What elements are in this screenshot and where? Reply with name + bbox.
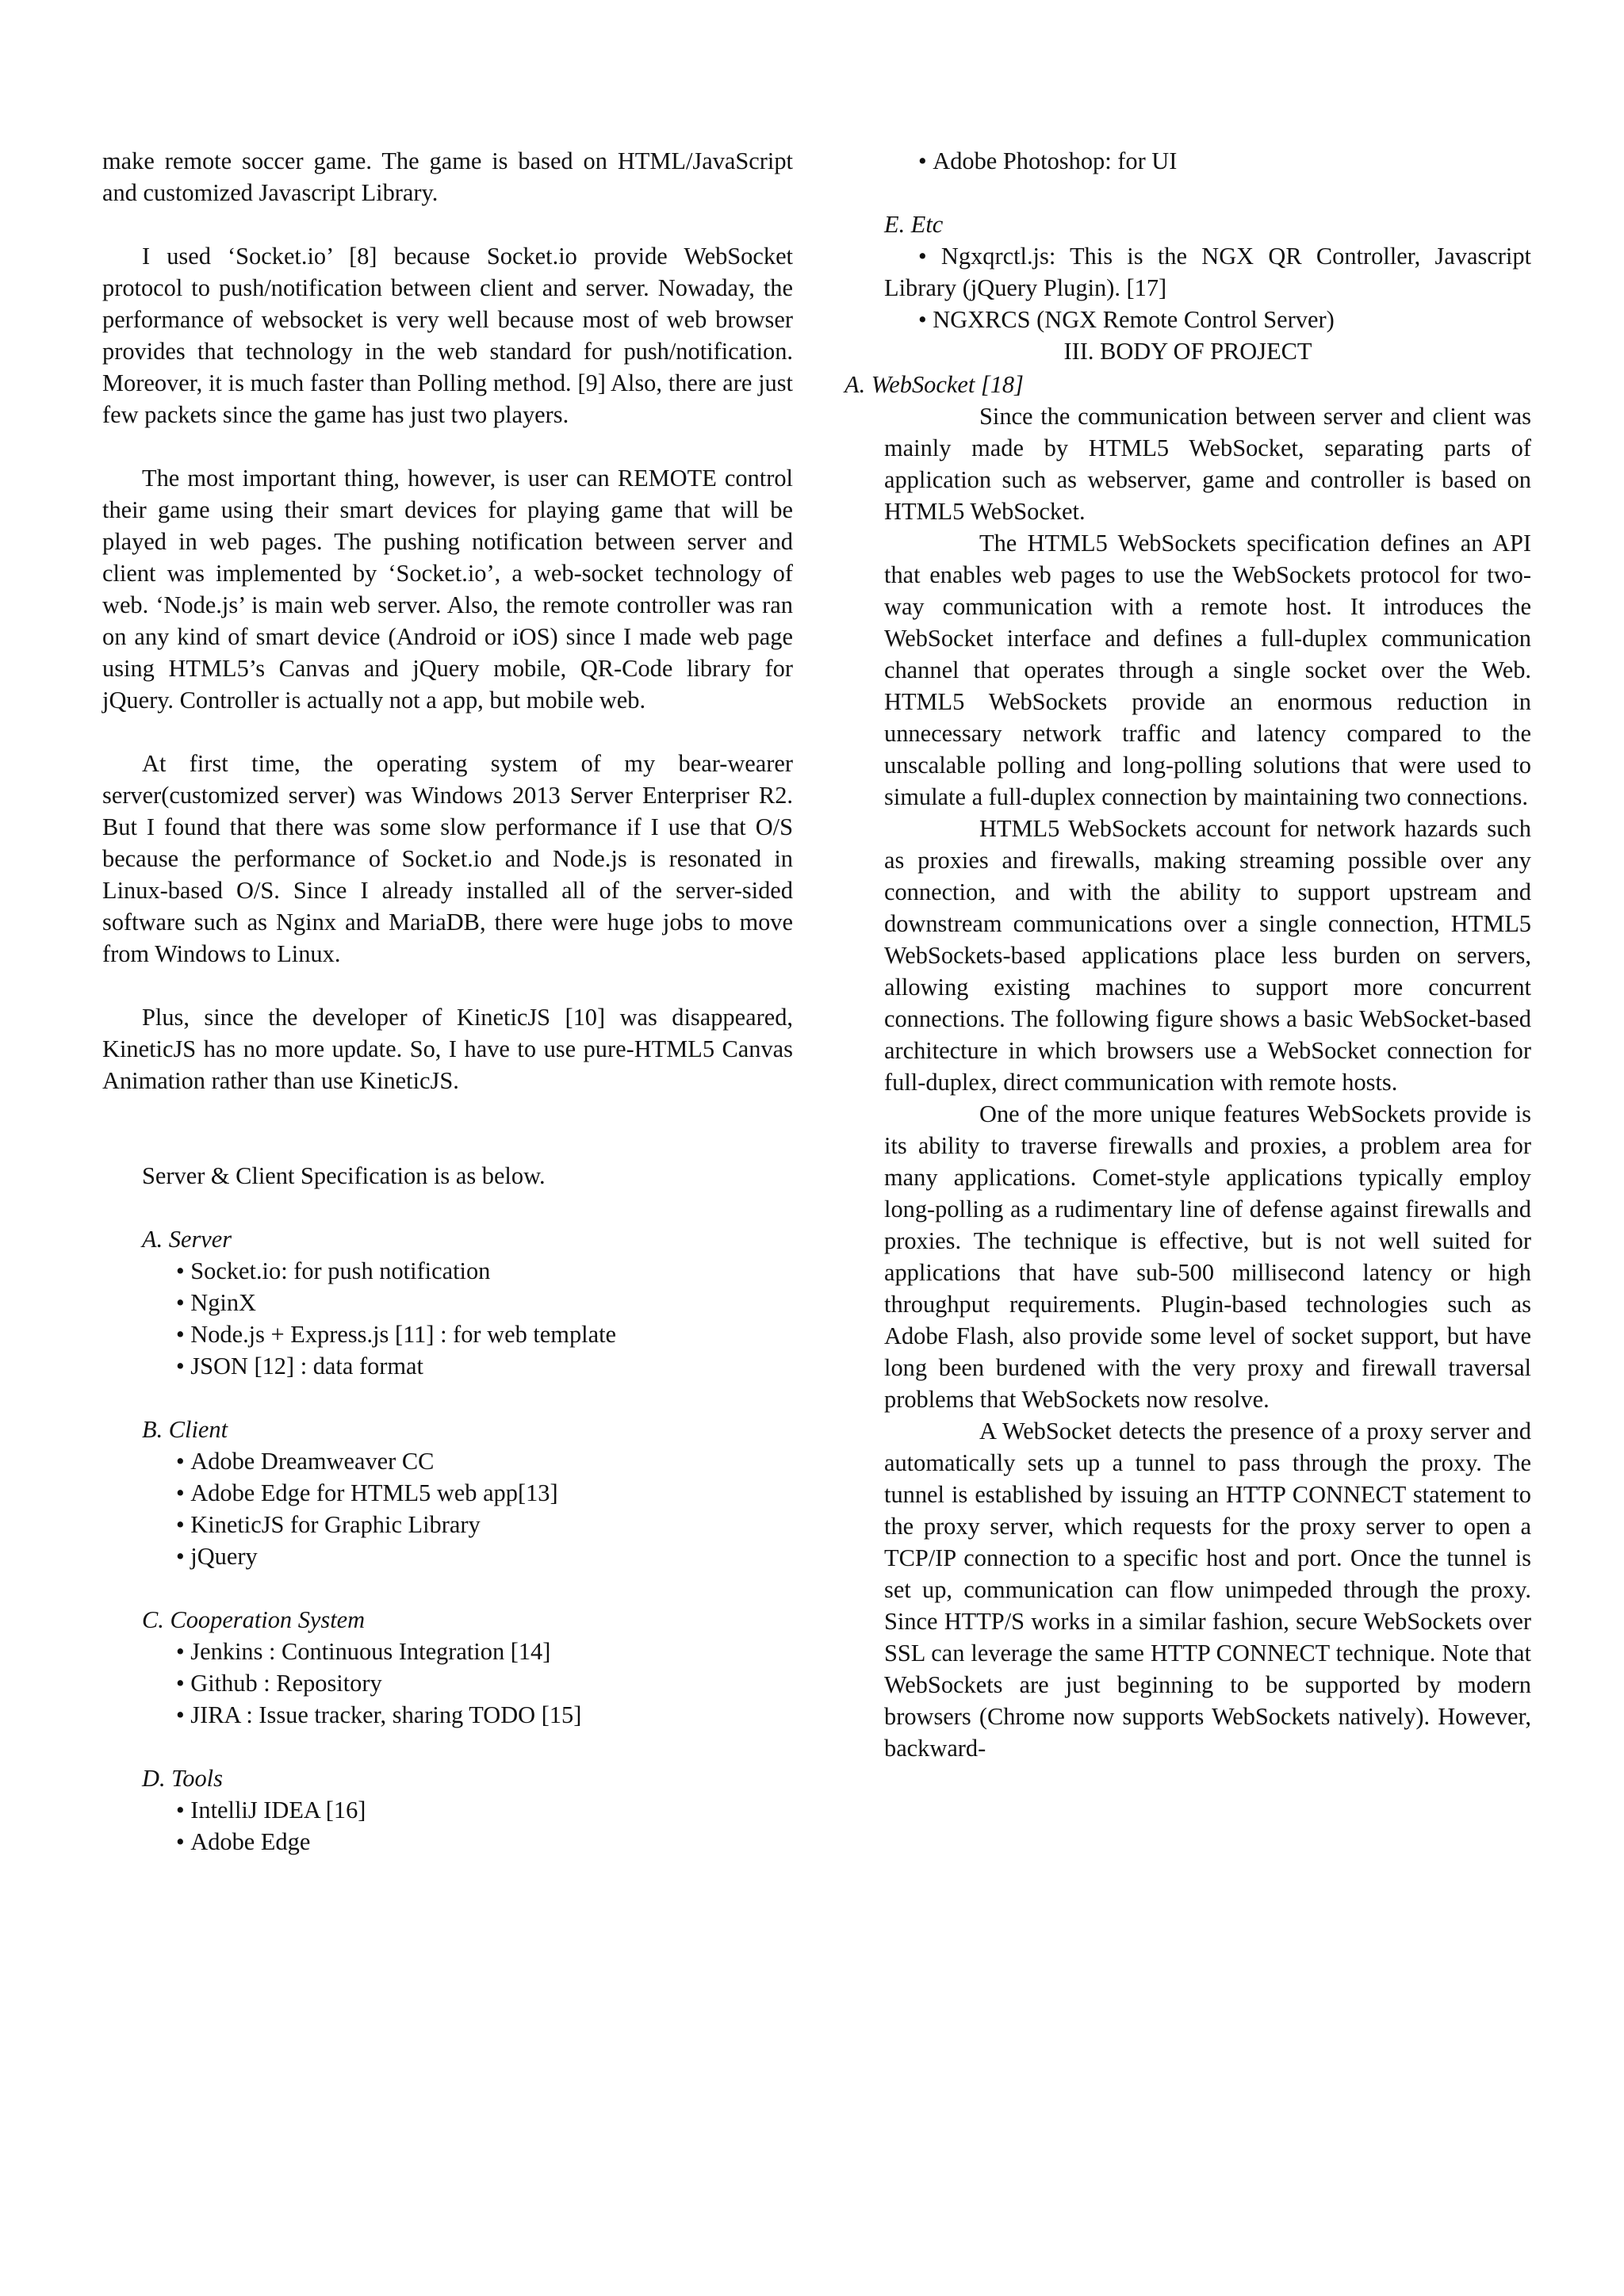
subsection-heading-websocket: A. WebSocket [18] xyxy=(845,371,1024,398)
section-title-body-of-project xyxy=(845,335,1531,367)
section-heading-tools: D. Tools xyxy=(142,1765,223,1792)
cooperation-list xyxy=(102,1636,793,1731)
spec-section-tools xyxy=(102,1762,793,1858)
list-item: • Adobe Edge xyxy=(176,1826,793,1858)
list-item: • Jenkins : Continuous Integration [14] xyxy=(176,1636,793,1667)
section-heading-cooperation: C. Cooperation System xyxy=(142,1606,366,1633)
list-item: • NGXRCS (NGX Remote Control Server) xyxy=(918,304,1531,335)
left-column xyxy=(102,145,793,1858)
spec-section-client xyxy=(102,1414,793,1572)
list-item: • Node.js + Express.js [11] : for web template xyxy=(176,1318,793,1350)
etc-item-ngxqrctl xyxy=(845,240,1531,304)
list-item: • JSON [12] : data format xyxy=(176,1350,793,1382)
paragraph-socketio: I used ‘Socket.io’ [8] because Socket.io provide WebSocket protocol to push/notification between client and server. Nowaday, the performance of websocket is very well because most of web browser provides that technology in the web standard for push/notification. Moreover, it is much faster than Polling method. [9] Also, there are just few packets since the game has just two players. xyxy=(102,243,793,428)
section-title-text: ODY OF PROJECT xyxy=(1116,338,1312,365)
section-number: III. B xyxy=(1063,338,1116,365)
list-item: • Adobe Edge for HTML5 web app[13] xyxy=(176,1477,793,1509)
client-list xyxy=(102,1445,793,1572)
paragraph-operating-system: At first time, the operating system of my bear-wearer server(customized server) was Windows 2013 Server Enterpriser R2. But I found that there was some slow performance if I use that O/S because the performance of Socket.io and Node.js is resonated in Linux-based O/S. Since I already installed all of the server-sided software such as Nginx and MariaDB, there were huge jobs to move from Windows to Linux. xyxy=(102,750,793,967)
list-item: • Socket.io: for push notification xyxy=(176,1255,793,1287)
list-item: • KineticJS for Graphic Library xyxy=(176,1509,793,1540)
list-item: • jQuery xyxy=(176,1540,793,1572)
paragraph-unique-features: One of the more unique features WebSockets provide is its ability to traverse firewalls and proxies, a problem area for many applications. Comet-style applications typically employ long-polling as a rudimentary line of defense against firewalls and proxies. The technique is effective, but is not well suited for applications that have sub-500 millisecond latency or high throughput requirements. Plugin-based technologies such as Adobe Flash, also provide some level of socket support, but have long been burdened with the very proxy and firewall traversal problems that WebSockets now resolve. xyxy=(884,1100,1531,1413)
list-item: • IntelliJ IDEA [16] xyxy=(176,1794,793,1826)
list-item: • Adobe Photoshop: for UI xyxy=(918,145,1531,177)
section-heading-etc: E. Etc xyxy=(884,211,944,238)
list-item: • NginX xyxy=(176,1287,793,1318)
list-item: • Adobe Dreamweaver CC xyxy=(176,1445,793,1477)
tools-list xyxy=(102,1794,793,1858)
list-item: • JIRA : Issue tracker, sharing TODO [15] xyxy=(176,1699,793,1731)
websocket-body xyxy=(845,400,1531,1764)
paragraph-remote-control: The most important thing, however, is user can REMOTE control their game using their smart devices for playing game that will be played in web pages. The pushing notification between server and client was implemented by ‘Socket.io’, a web-socket technology of web. ‘Node.js’ is main web server. Also, the remote controller was ran on any kind of smart device (Android or iOS) since I made web page using HTML5’s Canvas and jQuery mobile, QR-Code library for jQuery. Controller is actually not a app, but mobile web. xyxy=(102,465,793,714)
paragraph-communication: Since the communication between server and client was mainly made by HTML5 WebSocket, separating parts of application such as webserver, game and controller is based on HTML5 WebSocket. xyxy=(884,403,1531,525)
list-item: • Ngxqrctl.js: This is the NGX QR Controller, Javascript Library (jQuery Plugin). [17] xyxy=(884,243,1531,301)
paragraph-kineticjs: Plus, since the developer of KineticJS [10] was disappeared, KineticJS has no more update. So, I have to use pure-HTML5 Canvas Animation rather than use KineticJS. xyxy=(102,1004,793,1094)
paragraph-network-hazards: HTML5 WebSockets account for network hazards such as proxies and firewalls, making streaming possible over any connection, and with the ability to support upstream and downstream communications over a single connection, HTML5 WebSockets-based applications place less burden on servers, allowing existing machines to support more concurrent connections. The following figure shows a basic WebSocket-based architecture in which browsers use a WebSocket connection for full-duplex, direct communication with remote hosts. xyxy=(884,815,1531,1096)
list-item: • Github : Repository xyxy=(176,1667,793,1699)
paragraph-game-basis: make remote soccer game. The game is based on HTML/JavaScript and customized Javascript Library. xyxy=(102,147,793,206)
spec-intro: Server & Client Specification is as below. xyxy=(142,1162,546,1189)
right-column xyxy=(845,145,1531,1764)
etc-list xyxy=(845,304,1531,335)
paragraph-proxy-tunnel: A WebSocket detects the presence of a proxy server and automatically sets up a tunnel to pass through the proxy. The tunnel is established by issuing an HTTP CONNECT statement to the proxy server, which requests for the proxy server to open a TCP/IP connection to a specific host and port. Once the tunnel is set up, communication can flow unimpeded through the proxy. Since HTTP/S works in a similar fashion, secure WebSockets over SSL can leverage the same HTTP CONNECT technique. Note that WebSockets are just beginning to be supported by modern browsers (Chrome now supports WebSockets natively). However, backward- xyxy=(884,1418,1531,1762)
spec-section-etc xyxy=(845,209,1531,335)
paragraph-specification: The HTML5 WebSockets specification defines an API that enables web pages to use the WebSockets protocol for two-way communication with a remote host. It introduces the WebSocket interface and defines a full-duplex communication channel that operates through a single socket over the Web. HTML5 WebSockets provide an enormous reduction in unnecessary network traffic and latency compared to the unscalable polling and long-polling solutions that were used to simulate a full-duplex connection by maintaining two connections. xyxy=(884,530,1531,810)
spec-section-cooperation xyxy=(102,1604,793,1731)
section-heading-server: A. Server xyxy=(142,1226,232,1253)
tools-list-continued xyxy=(845,145,1531,177)
server-list xyxy=(102,1255,793,1382)
spec-section-server xyxy=(102,1223,793,1382)
section-heading-client: B. Client xyxy=(142,1416,228,1443)
